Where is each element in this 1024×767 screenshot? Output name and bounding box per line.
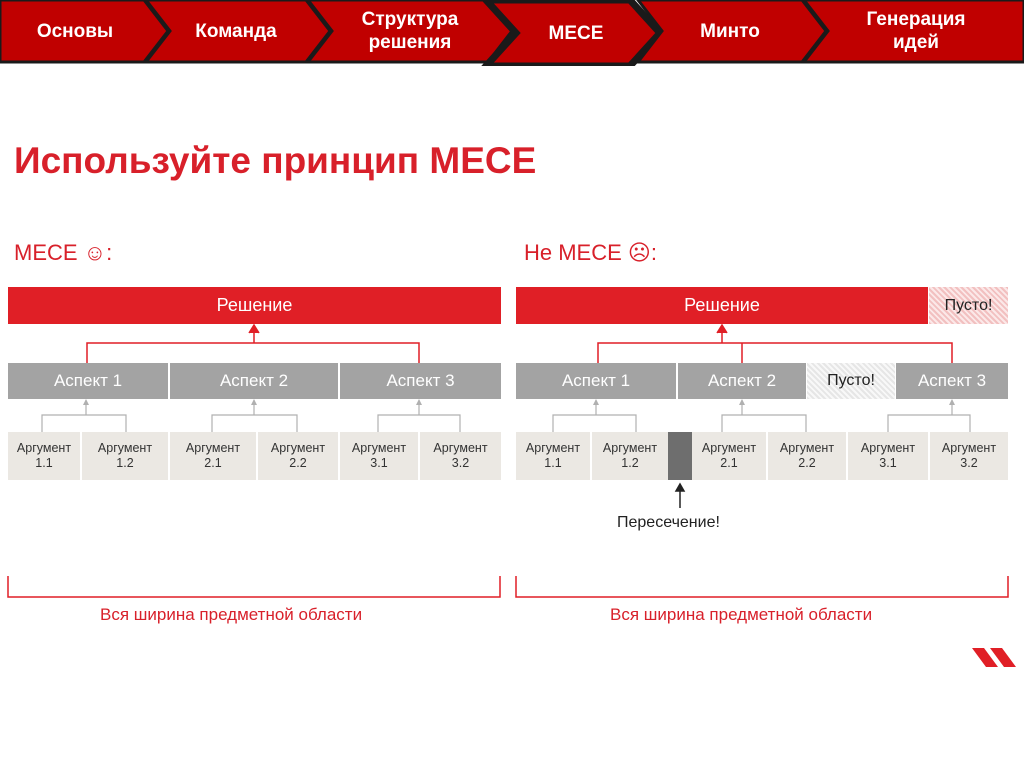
overlap-block [668,432,692,480]
right-sol-connector [598,326,952,363]
right-aspect-2: Аспект 2 [678,363,806,399]
logo-chevrons [972,648,1016,667]
right-coverage-label: Вся ширина предметной области [610,605,873,624]
nav-tab-generatsiya[interactable]: Генерация идей [866,9,966,53]
left-argument-2-2: Аргумент 2.2 [258,432,338,480]
right-solution-gap: Пусто! [929,287,1008,324]
right-argument-1-2: Аргумент 1.2 [592,432,668,480]
left-sol-arrow [249,325,259,333]
right-solution-box: Решение [516,287,928,324]
right-aspect-1: Аспект 1 [516,363,676,399]
nav-tab-mece[interactable]: МЕСЕ [548,22,604,44]
right-asp3-connector [888,400,970,432]
left-solution-box: Решение [8,287,501,324]
not-mece-heading: Не МЕСЕ ☹: [524,240,657,265]
mece-heading: МЕСЕ ☺: [14,240,113,265]
right-aspect-3: Аспект 3 [896,363,1008,399]
left-argument-2-1: Аргумент 2.1 [170,432,256,480]
left-aspect-2: Аспект 2 [170,363,338,399]
left-argument-1-1: Аргумент 1.1 [8,432,80,480]
left-argument-1-2: Аргумент 1.2 [82,432,168,480]
overlap-label: Пересечение! [617,514,720,531]
right-sol-arrow [717,325,727,333]
right-asp2-connector [722,400,806,432]
right-coverage-bracket [516,576,1008,597]
left-argument-3-2: Аргумент 3.2 [420,432,501,480]
nav-tab-minto[interactable]: Минто [700,20,760,42]
nav-tab-osnovy[interactable]: Основы [36,20,114,42]
left-aspect-1: Аспект 1 [8,363,168,399]
right-aspect-gap: Пусто! [807,363,895,399]
right-argument-2-2: Аргумент 2.2 [768,432,846,480]
right-argument-3-2: Аргумент 3.2 [930,432,1008,480]
right-argument-2-1: Аргумент 2.1 [692,432,766,480]
left-aspect-3: Аспект 3 [340,363,501,399]
left-argument-3-1: Аргумент 3.1 [340,432,418,480]
right-argument-1-1: Аргумент 1.1 [516,432,590,480]
left-coverage-label: Вся ширина предметной области [100,605,363,624]
nav-tab-komanda[interactable]: Команда [195,20,277,42]
slide-title: Используйте принцип МЕСЕ [14,140,537,181]
nav-tab-struktura[interactable]: Структура решения [361,9,459,53]
right-argument-3-1: Аргумент 3.1 [848,432,928,480]
left-coverage-bracket [8,576,500,597]
